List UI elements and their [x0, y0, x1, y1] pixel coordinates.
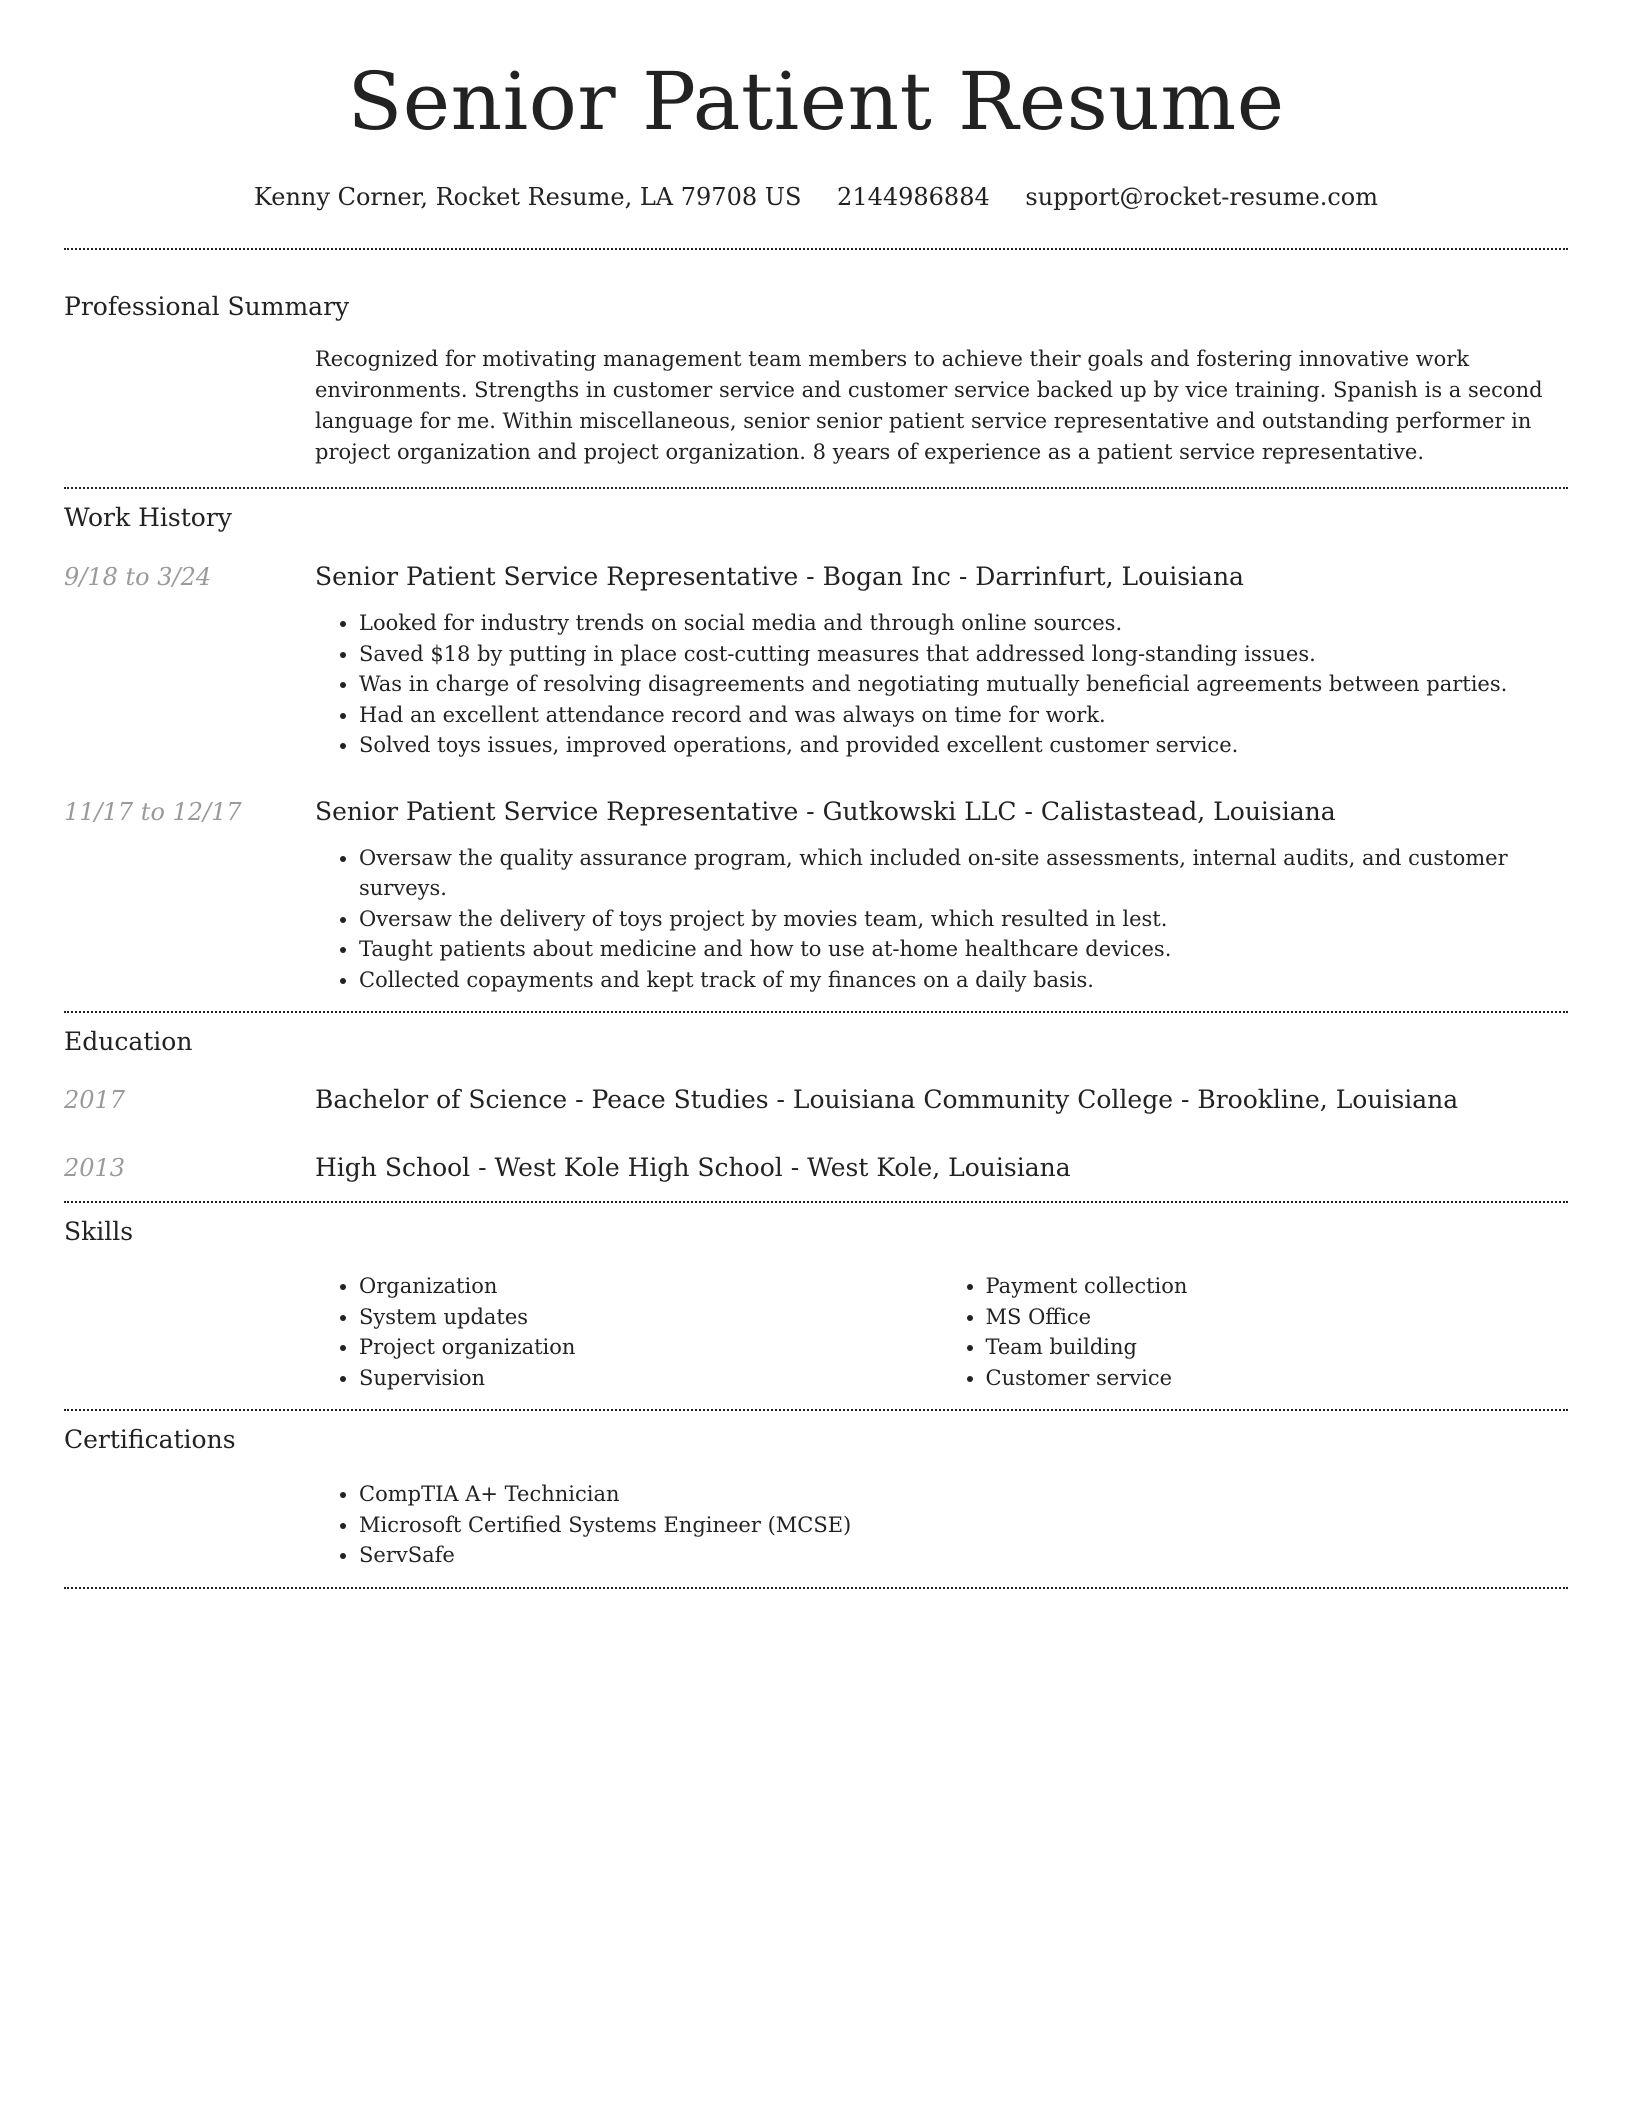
- list-item: • Was in charge of resolving disagreements and negotiating mutually beneficial agreements between parties.: [359, 669, 1568, 700]
- education-heading: Education: [64, 1027, 193, 1056]
- list-item: • Supervision: [359, 1363, 942, 1394]
- list-item: • Project organization: [359, 1332, 942, 1363]
- divider: [64, 1201, 1568, 1203]
- contact-line: [64, 180, 1568, 214]
- education-entry: [64, 1151, 1568, 1185]
- list-item: • Oversaw the quality assurance program, which included on-site assessments, internal audits, and customer surveys.: [359, 843, 1568, 904]
- list-item: • Payment collection: [986, 1271, 1569, 1302]
- skills-list-right: [942, 1271, 1569, 1393]
- resume-title: Senior Patient Resume: [347, 55, 1285, 148]
- certifications-list: [315, 1479, 1568, 1571]
- skills-list-left: [315, 1271, 942, 1393]
- education-entry: [64, 1083, 1568, 1117]
- list-item: • Microsoft Certified Systems Engineer (MCSE): [359, 1510, 1568, 1541]
- contact-email: support@rocket-resume.com: [1025, 183, 1379, 211]
- divider: [64, 248, 1568, 250]
- list-item: • System updates: [359, 1302, 942, 1333]
- education-text: High School - West Kole High School - West Kole, Louisiana: [315, 1153, 1071, 1182]
- divider: [64, 487, 1568, 489]
- divider: [64, 1587, 1568, 1589]
- list-item: • Organization: [359, 1271, 942, 1302]
- job-bullets: [315, 843, 1568, 996]
- list-item: • Solved toys issues, improved operations, and provided excellent customer service.: [359, 730, 1568, 761]
- list-item: • Looked for industry trends on social media and through online sources.: [359, 608, 1568, 639]
- summary-heading: Professional Summary: [64, 292, 350, 321]
- list-item: • Collected copayments and kept track of my finances on a daily basis.: [359, 965, 1568, 996]
- summary-text: Recognized for motivating management team members to achieve their goals and fostering innovative work environments. Strengths in customer service and customer service backed up by vice training. Spanish is a second language for me. Within miscellaneous, senior senior patient service representative and outstanding performer in project organization and project organization. 8 years of experience as a patient service representative.: [315, 347, 1543, 464]
- work-heading: Work History: [64, 503, 232, 532]
- job-title: Senior Patient Service Representative - Bogan Inc - Darrinfurt, Louisiana: [315, 562, 1244, 591]
- list-item: • CompTIA A+ Technician: [359, 1479, 1568, 1510]
- list-item: • MS Office: [986, 1302, 1569, 1333]
- list-item: • Had an excellent attendance record and was always on time for work.: [359, 700, 1568, 731]
- skills-heading: Skills: [64, 1217, 134, 1246]
- job-title: Senior Patient Service Representative - Gutkowski LLC - Calistastead, Louisiana: [315, 796, 1336, 826]
- education-year: 2017: [64, 1086, 126, 1114]
- certifications-heading: Certifications: [64, 1425, 236, 1454]
- list-item: • Saved $18 by putting in place cost-cutting measures that addressed long-standing issues.: [359, 639, 1568, 670]
- divider: [64, 1409, 1568, 1411]
- job-bullets: [315, 608, 1568, 761]
- list-item: • Taught patients about medicine and how to use at-home healthcare devices.: [359, 934, 1568, 965]
- education-text: Bachelor of Science - Peace Studies - Louisiana Community College - Brookline, Louisiana: [315, 1085, 1459, 1114]
- contact-address: Kenny Corner, Rocket Resume, LA 79708 US: [253, 183, 802, 211]
- education-year: 2013: [64, 1154, 126, 1182]
- job-entry: [64, 795, 1568, 829]
- skills-grid: [315, 1271, 1568, 1393]
- job-dates: 11/17 to 12/17: [64, 797, 242, 826]
- job-entry: [64, 560, 1568, 594]
- job-dates: 9/18 to 3/24: [64, 563, 212, 591]
- list-item: • Customer service: [986, 1363, 1569, 1394]
- resume-page: [64, 0, 1568, 1589]
- list-item: • ServSafe: [359, 1540, 1568, 1571]
- list-item: • Team building: [986, 1332, 1569, 1363]
- list-item: • Oversaw the delivery of toys project by movies team, which resulted in lest.: [359, 904, 1568, 935]
- divider: [64, 1011, 1568, 1013]
- contact-phone: 2144986884: [837, 183, 990, 211]
